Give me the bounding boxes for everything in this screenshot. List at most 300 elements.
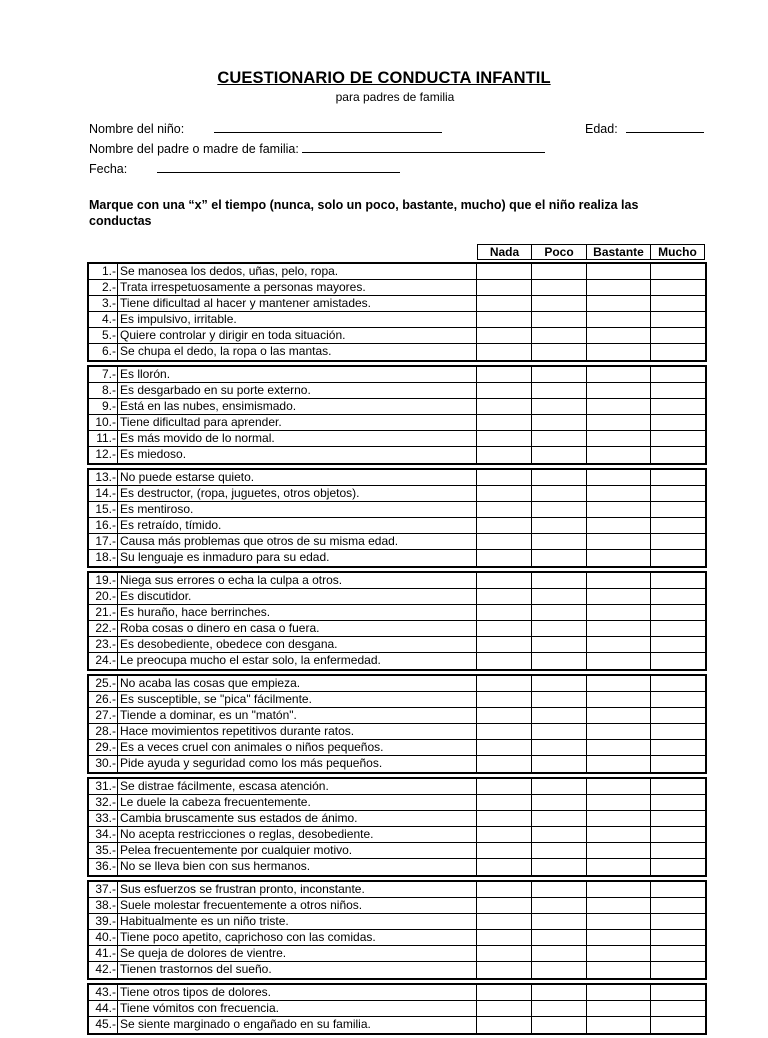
child-name-input-line[interactable] — [214, 120, 442, 133]
answer-cell-bastante[interactable] — [587, 621, 651, 636]
table-row — [89, 827, 705, 843]
table-row — [89, 756, 705, 772]
answer-cell-nada[interactable] — [477, 708, 532, 723]
answer-cell-nada[interactable] — [477, 367, 532, 382]
page-title: CUESTIONARIO DE CONDUCTA INFANTIL — [217, 69, 551, 87]
question-group — [87, 880, 707, 980]
answer-cell-poco[interactable] — [532, 502, 587, 517]
answer-cell-mucho[interactable] — [651, 827, 705, 842]
question-group — [87, 777, 707, 877]
answer-cell-poco[interactable] — [532, 550, 587, 566]
answer-cell-bastante[interactable] — [587, 589, 651, 604]
answer-cell-nada[interactable] — [477, 399, 532, 414]
answer-cell-poco[interactable] — [532, 264, 587, 279]
answer-cell-nada[interactable] — [477, 431, 532, 446]
answer-cell-mucho[interactable] — [651, 898, 705, 913]
answer-cell-nada[interactable] — [477, 470, 532, 485]
answer-cell-poco[interactable] — [532, 280, 587, 295]
question-text: Es destructor, (ropa, juguetes, otros objetos). — [118, 486, 477, 501]
question-number: 42.- — [89, 962, 118, 978]
answer-cell-poco[interactable] — [532, 859, 587, 875]
page-subtitle: para padres de familia — [335, 90, 455, 104]
table-row — [89, 502, 705, 518]
answer-cell-nada[interactable] — [477, 756, 532, 772]
answer-cell-nada[interactable] — [477, 344, 532, 360]
answer-cell-mucho[interactable] — [651, 962, 705, 978]
question-number: 22.- — [89, 621, 118, 636]
answer-cell-bastante[interactable] — [587, 779, 651, 794]
answer-cell-nada[interactable] — [477, 740, 532, 755]
answer-cell-nada[interactable] — [477, 1017, 532, 1033]
question-number: 25.- — [89, 676, 118, 691]
answer-cell-poco[interactable] — [532, 882, 587, 897]
answer-cell-mucho[interactable] — [651, 637, 705, 652]
answer-cell-bastante[interactable] — [587, 328, 651, 343]
answer-cell-poco[interactable] — [532, 431, 587, 446]
table-row — [89, 859, 705, 875]
table-row — [89, 708, 705, 724]
answer-cell-mucho[interactable] — [651, 811, 705, 826]
date-label: Fecha: — [89, 162, 128, 176]
answer-cell-poco[interactable] — [532, 692, 587, 707]
table-row — [89, 312, 705, 328]
table-row — [89, 653, 705, 669]
answer-cell-bastante[interactable] — [587, 431, 651, 446]
question-text: Pide ayuda y seguridad como los más pequeños. — [118, 756, 477, 772]
question-text: Se chupa el dedo, la ropa o las mantas. — [118, 344, 477, 360]
answer-cell-mucho[interactable] — [651, 756, 705, 772]
answer-cell-mucho[interactable] — [651, 1017, 705, 1033]
question-text: Tienen trastornos del sueño. — [118, 962, 477, 978]
question-number: 3.- — [89, 296, 118, 311]
answer-cell-bastante[interactable] — [587, 550, 651, 566]
question-text: No acepta restricciones o reglas, desobediente. — [118, 827, 477, 842]
answer-cell-poco[interactable] — [532, 724, 587, 739]
table-row — [89, 415, 705, 431]
answer-cell-poco[interactable] — [532, 708, 587, 723]
answer-cell-mucho[interactable] — [651, 367, 705, 382]
answer-cell-nada[interactable] — [477, 811, 532, 826]
answer-cell-poco[interactable] — [532, 415, 587, 430]
answer-cell-mucho[interactable] — [651, 431, 705, 446]
answer-cell-bastante[interactable] — [587, 882, 651, 897]
answer-cell-bastante[interactable] — [587, 653, 651, 669]
answer-cell-poco[interactable] — [532, 470, 587, 485]
column-header-nada: Nada — [477, 244, 532, 260]
answer-cell-nada[interactable] — [477, 486, 532, 501]
question-number: 37.- — [89, 882, 118, 897]
table-row — [89, 676, 705, 692]
answer-cell-poco[interactable] — [532, 518, 587, 533]
question-number: 23.- — [89, 637, 118, 652]
table-row — [89, 795, 705, 811]
answer-cell-nada[interactable] — [477, 312, 532, 327]
answer-cell-poco[interactable] — [532, 653, 587, 669]
answer-cell-mucho[interactable] — [651, 795, 705, 810]
answer-cell-nada[interactable] — [477, 264, 532, 279]
table-row — [89, 447, 705, 463]
answer-cell-nada[interactable] — [477, 946, 532, 961]
answer-cell-mucho[interactable] — [651, 843, 705, 858]
question-number: 34.- — [89, 827, 118, 842]
answer-cell-nada[interactable] — [477, 280, 532, 295]
answer-cell-bastante[interactable] — [587, 795, 651, 810]
question-number: 31.- — [89, 779, 118, 794]
answer-cell-bastante[interactable] — [587, 637, 651, 652]
question-number: 29.- — [89, 740, 118, 755]
answer-cell-poco[interactable] — [532, 447, 587, 463]
answer-cell-bastante[interactable] — [587, 447, 651, 463]
question-number: 26.- — [89, 692, 118, 707]
answer-cell-bastante[interactable] — [587, 859, 651, 875]
age-field — [585, 120, 704, 136]
answer-cell-mucho[interactable] — [651, 779, 705, 794]
question-number: 13.- — [89, 470, 118, 485]
answer-cell-bastante[interactable] — [587, 756, 651, 772]
answer-cell-poco[interactable] — [532, 779, 587, 794]
answer-cell-mucho[interactable] — [651, 280, 705, 295]
table-row — [89, 264, 705, 280]
question-number: 9.- — [89, 399, 118, 414]
answer-cell-mucho[interactable] — [651, 740, 705, 755]
question-text: Es más movido de lo normal. — [118, 431, 477, 446]
answer-cell-mucho[interactable] — [651, 676, 705, 691]
table-row — [89, 518, 705, 534]
answer-cell-poco[interactable] — [532, 843, 587, 858]
answer-cell-poco[interactable] — [532, 827, 587, 842]
question-text: Tiene poco apetito, caprichoso con las comidas. — [118, 930, 477, 945]
answer-cell-nada[interactable] — [477, 573, 532, 588]
answer-cell-poco[interactable] — [532, 898, 587, 913]
table-row — [89, 399, 705, 415]
age-input-line[interactable] — [626, 120, 704, 133]
answer-cell-mucho[interactable] — [651, 708, 705, 723]
answer-cell-nada[interactable] — [477, 843, 532, 858]
answer-cell-poco[interactable] — [532, 795, 587, 810]
question-text: Se siente marginado o engañado en su familia. — [118, 1017, 477, 1033]
answer-cell-nada[interactable] — [477, 637, 532, 652]
question-text: Tiene dificultad para aprender. — [118, 415, 477, 430]
answer-cell-bastante[interactable] — [587, 518, 651, 533]
question-number: 14.- — [89, 486, 118, 501]
question-text: Cambia bruscamente sus estados de ánimo. — [118, 811, 477, 826]
answer-cell-nada[interactable] — [477, 692, 532, 707]
table-row — [89, 1001, 705, 1017]
question-group — [87, 262, 707, 362]
answer-cell-mucho[interactable] — [651, 447, 705, 463]
answer-cell-mucho[interactable] — [651, 589, 705, 604]
answer-cell-poco[interactable] — [532, 344, 587, 360]
table-row — [89, 550, 705, 566]
answer-cell-nada[interactable] — [477, 1001, 532, 1016]
question-text: Se distrae fácilmente, escasa atención. — [118, 779, 477, 794]
question-number: 15.- — [89, 502, 118, 517]
answer-cell-mucho[interactable] — [651, 653, 705, 669]
answer-cell-bastante[interactable] — [587, 312, 651, 327]
question-text: Es discutidor. — [118, 589, 477, 604]
question-number: 30.- — [89, 756, 118, 772]
answer-cell-poco[interactable] — [532, 637, 587, 652]
answer-cell-mucho[interactable] — [651, 312, 705, 327]
parent-name-input-line[interactable] — [302, 140, 545, 153]
question-number: 8.- — [89, 383, 118, 398]
answer-cell-mucho[interactable] — [651, 344, 705, 360]
parent-name-field — [89, 140, 545, 156]
answer-cell-nada[interactable] — [477, 534, 532, 549]
table-row — [89, 605, 705, 621]
question-text: Le preocupa mucho el estar solo, la enfermedad. — [118, 653, 477, 669]
answer-cell-poco[interactable] — [532, 930, 587, 945]
question-text: Niega sus errores o echa la culpa a otros. — [118, 573, 477, 588]
question-text: Es huraño, hace berrinches. — [118, 605, 477, 620]
question-number: 33.- — [89, 811, 118, 826]
question-number: 18.- — [89, 550, 118, 566]
age-label: Edad: — [585, 122, 618, 136]
answer-cell-nada[interactable] — [477, 962, 532, 978]
answer-cell-bastante[interactable] — [587, 415, 651, 430]
column-header-poco: Poco — [531, 244, 587, 260]
table-row — [89, 692, 705, 708]
table-row — [89, 914, 705, 930]
answer-cell-bastante[interactable] — [587, 470, 651, 485]
instruction-text: Marque con una “x” el tiempo (nunca, solo un poco, bastante, mucho) que el niño realiza las conductas — [89, 198, 639, 228]
question-number: 36.- — [89, 859, 118, 875]
answer-cell-bastante[interactable] — [587, 811, 651, 826]
question-text: No se lleva bien con sus hermanos. — [118, 859, 477, 875]
answer-cell-bastante[interactable] — [587, 946, 651, 961]
answer-cell-nada[interactable] — [477, 328, 532, 343]
table-row — [89, 811, 705, 827]
answer-cell-mucho[interactable] — [651, 882, 705, 897]
answer-cell-nada[interactable] — [477, 447, 532, 463]
table-row — [89, 589, 705, 605]
answer-cell-bastante[interactable] — [587, 486, 651, 501]
answer-cell-bastante[interactable] — [587, 827, 651, 842]
answer-cell-poco[interactable] — [532, 985, 587, 1000]
answer-cell-bastante[interactable] — [587, 724, 651, 739]
question-text: Suele molestar frecuentemente a otros niños. — [118, 898, 477, 913]
answer-cell-mucho[interactable] — [651, 621, 705, 636]
answer-cell-poco[interactable] — [532, 621, 587, 636]
table-row — [89, 985, 705, 1001]
question-number: 6.- — [89, 344, 118, 360]
question-text: Es miedoso. — [118, 447, 477, 463]
answer-cell-nada[interactable] — [477, 296, 532, 311]
table-row — [89, 573, 705, 589]
answer-cell-mucho[interactable] — [651, 946, 705, 961]
answer-cell-mucho[interactable] — [651, 605, 705, 620]
answer-cell-poco[interactable] — [532, 486, 587, 501]
answer-cell-nada[interactable] — [477, 898, 532, 913]
answer-cell-poco[interactable] — [532, 399, 587, 414]
answer-cell-bastante[interactable] — [587, 1001, 651, 1016]
table-row — [89, 486, 705, 502]
answer-cell-mucho[interactable] — [651, 534, 705, 549]
answer-cell-mucho[interactable] — [651, 399, 705, 414]
answer-cell-mucho[interactable] — [651, 328, 705, 343]
question-number: 43.- — [89, 985, 118, 1000]
answer-cell-nada[interactable] — [477, 827, 532, 842]
answer-cell-nada[interactable] — [477, 605, 532, 620]
question-text: Causa más problemas que otros de su misma edad. — [118, 534, 477, 549]
answer-cell-poco[interactable] — [532, 914, 587, 929]
date-field — [89, 160, 400, 176]
answer-cell-nada[interactable] — [477, 383, 532, 398]
answer-cell-bastante[interactable] — [587, 708, 651, 723]
answer-cell-mucho[interactable] — [651, 486, 705, 501]
answer-cell-nada[interactable] — [477, 415, 532, 430]
answer-cell-mucho[interactable] — [651, 985, 705, 1000]
table-row — [89, 740, 705, 756]
question-text: Está en las nubes, ensimismado. — [118, 399, 477, 414]
answer-cell-poco[interactable] — [532, 1001, 587, 1016]
answer-cell-nada[interactable] — [477, 930, 532, 945]
question-group — [87, 983, 707, 1035]
answer-cell-mucho[interactable] — [651, 573, 705, 588]
question-text: Hace movimientos repetitivos durante ratos. — [118, 724, 477, 739]
table-row — [89, 296, 705, 312]
table-row — [89, 779, 705, 795]
answer-cell-bastante[interactable] — [587, 280, 651, 295]
answer-cell-poco[interactable] — [532, 383, 587, 398]
answer-cell-bastante[interactable] — [587, 914, 651, 929]
answer-cell-nada[interactable] — [477, 589, 532, 604]
answer-cell-nada[interactable] — [477, 985, 532, 1000]
question-number: 40.- — [89, 930, 118, 945]
answer-cell-bastante[interactable] — [587, 676, 651, 691]
answer-cell-bastante[interactable] — [587, 605, 651, 620]
answer-cell-mucho[interactable] — [651, 296, 705, 311]
question-group — [87, 365, 707, 465]
answer-cell-mucho[interactable] — [651, 470, 705, 485]
answer-cell-bastante[interactable] — [587, 344, 651, 360]
table-row — [89, 280, 705, 296]
answer-cell-mucho[interactable] — [651, 550, 705, 566]
answer-cell-bastante[interactable] — [587, 962, 651, 978]
answer-cell-nada[interactable] — [477, 859, 532, 875]
date-input-line[interactable] — [157, 160, 400, 173]
table-row — [89, 946, 705, 962]
answer-cell-bastante[interactable] — [587, 930, 651, 945]
question-text: Trata irrespetuosamente a personas mayores. — [118, 280, 477, 295]
answer-cell-poco[interactable] — [532, 367, 587, 382]
answer-cell-nada[interactable] — [477, 676, 532, 691]
answer-cell-mucho[interactable] — [651, 1001, 705, 1016]
answer-cell-mucho[interactable] — [651, 415, 705, 430]
question-text: Tiende a dominar, es un "matón". — [118, 708, 477, 723]
answer-cell-bastante[interactable] — [587, 573, 651, 588]
table-row — [89, 962, 705, 978]
question-group — [87, 468, 707, 568]
question-text: Pelea frecuentemente por cualquier motivo. — [118, 843, 477, 858]
answer-cell-bastante[interactable] — [587, 399, 651, 414]
answer-cell-nada[interactable] — [477, 779, 532, 794]
question-group — [87, 674, 707, 774]
question-text: Habitualmente es un niño triste. — [118, 914, 477, 929]
question-group — [87, 571, 707, 671]
answer-cell-poco[interactable] — [532, 811, 587, 826]
answer-cell-bastante[interactable] — [587, 692, 651, 707]
question-text: Se manosea los dedos, uñas, pelo, ropa. — [118, 264, 477, 279]
question-text: Le duele la cabeza frecuentemente. — [118, 795, 477, 810]
question-text: Es susceptible, se "pica" fácilmente. — [118, 692, 477, 707]
table-row — [89, 930, 705, 946]
table-row — [89, 637, 705, 653]
answer-cell-nada[interactable] — [477, 724, 532, 739]
answer-cell-bastante[interactable] — [587, 264, 651, 279]
answer-cell-mucho[interactable] — [651, 914, 705, 929]
answer-cell-bastante[interactable] — [587, 367, 651, 382]
question-text: Es llorón. — [118, 367, 477, 382]
answer-cell-mucho[interactable] — [651, 383, 705, 398]
answer-cell-nada[interactable] — [477, 795, 532, 810]
answer-cell-bastante[interactable] — [587, 985, 651, 1000]
answer-cell-poco[interactable] — [532, 740, 587, 755]
answer-cell-nada[interactable] — [477, 621, 532, 636]
question-text: Tiene vómitos con frecuencia. — [118, 1001, 477, 1016]
answer-cell-mucho[interactable] — [651, 859, 705, 875]
question-number: 11.- — [89, 431, 118, 446]
table-row — [89, 1017, 705, 1033]
answer-cell-nada[interactable] — [477, 518, 532, 533]
question-number: 16.- — [89, 518, 118, 533]
answer-cell-nada[interactable] — [477, 502, 532, 517]
answer-cell-nada[interactable] — [477, 914, 532, 929]
questions-table — [87, 262, 707, 1038]
answer-cell-poco[interactable] — [532, 946, 587, 961]
answer-cell-poco[interactable] — [532, 676, 587, 691]
answer-cell-bastante[interactable] — [587, 296, 651, 311]
answer-cell-bastante[interactable] — [587, 502, 651, 517]
answer-cell-bastante[interactable] — [587, 843, 651, 858]
answer-cell-mucho[interactable] — [651, 264, 705, 279]
answer-cell-mucho[interactable] — [651, 502, 705, 517]
child-name-label: Nombre del niño: — [89, 122, 185, 136]
parent-name-label: Nombre del padre o madre de familia: — [89, 142, 299, 156]
answer-cell-poco[interactable] — [532, 962, 587, 978]
answer-cell-nada[interactable] — [477, 550, 532, 566]
answer-cell-poco[interactable] — [532, 1017, 587, 1033]
answer-cell-poco[interactable] — [532, 534, 587, 549]
answer-cell-poco[interactable] — [532, 312, 587, 327]
question-text: Su lenguaje es inmaduro para su edad. — [118, 550, 477, 566]
answer-cell-bastante[interactable] — [587, 1017, 651, 1033]
answer-cell-bastante[interactable] — [587, 534, 651, 549]
answer-cell-mucho[interactable] — [651, 724, 705, 739]
question-text: Es desobediente, obedece con desgana. — [118, 637, 477, 652]
answer-cell-bastante[interactable] — [587, 383, 651, 398]
table-row — [89, 724, 705, 740]
answer-cell-mucho[interactable] — [651, 930, 705, 945]
answer-cell-poco[interactable] — [532, 605, 587, 620]
answer-cell-poco[interactable] — [532, 328, 587, 343]
answer-cell-poco[interactable] — [532, 756, 587, 772]
table-row — [89, 431, 705, 447]
answer-cell-poco[interactable] — [532, 296, 587, 311]
answer-cell-mucho[interactable] — [651, 518, 705, 533]
answer-cell-mucho[interactable] — [651, 692, 705, 707]
answer-cell-nada[interactable] — [477, 882, 532, 897]
answer-cell-bastante[interactable] — [587, 898, 651, 913]
answer-cell-nada[interactable] — [477, 653, 532, 669]
question-number: 41.- — [89, 946, 118, 961]
question-number: 19.- — [89, 573, 118, 588]
answer-cell-poco[interactable] — [532, 589, 587, 604]
answer-cell-poco[interactable] — [532, 573, 587, 588]
question-number: 39.- — [89, 914, 118, 929]
question-number: 44.- — [89, 1001, 118, 1016]
answer-cell-bastante[interactable] — [587, 740, 651, 755]
